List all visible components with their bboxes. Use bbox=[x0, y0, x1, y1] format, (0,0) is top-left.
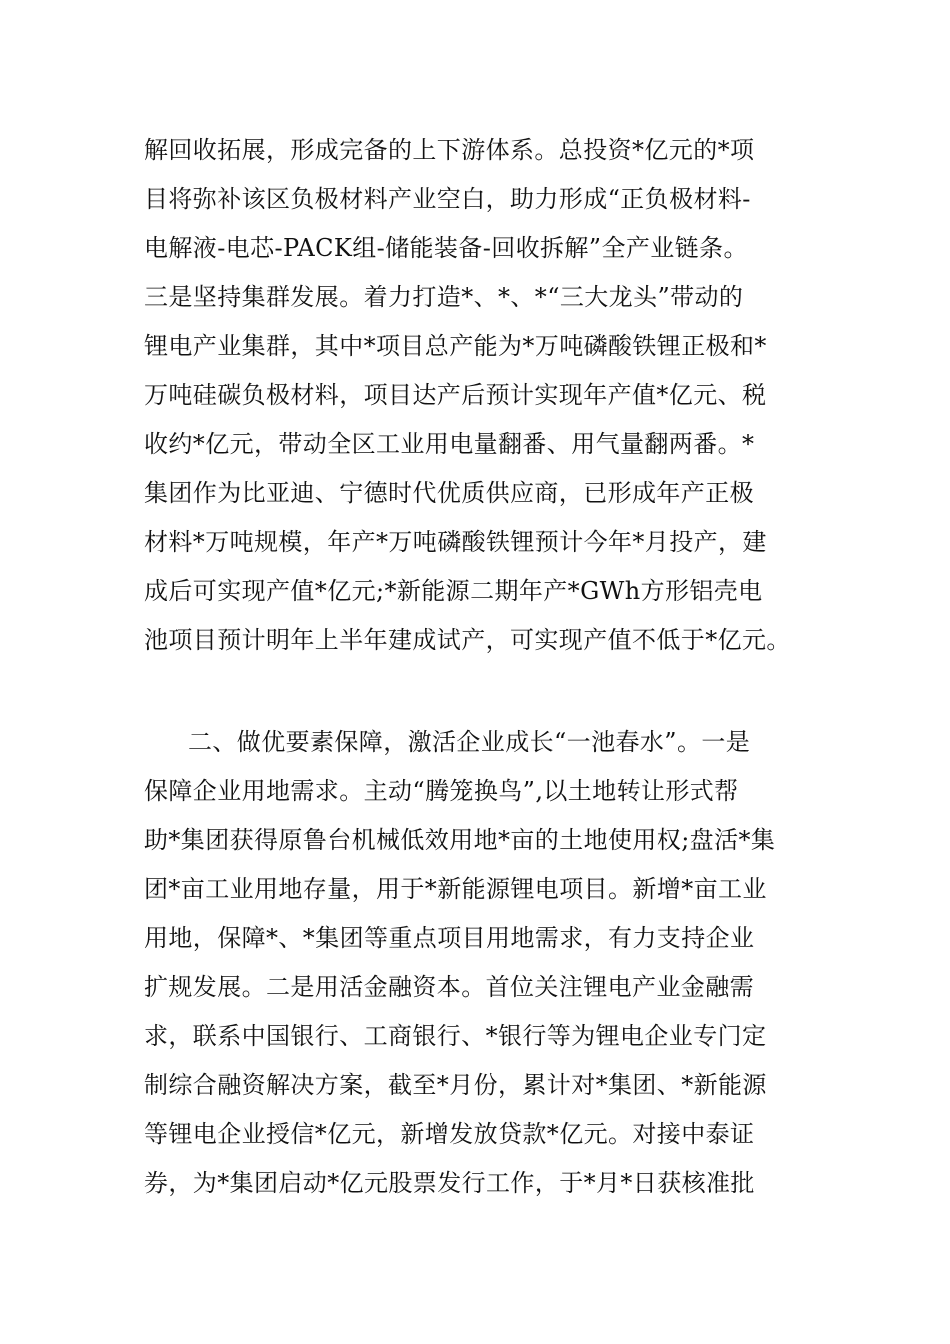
paragraph-line: 扩规发展。二是用活金融资本。首位关注锂电产业金融需 bbox=[144, 973, 754, 1001]
paragraph-line: 求，联系中国银行、工商银行、*银行等为锂电企业专门定 bbox=[144, 1022, 767, 1050]
paragraph-line: 成后可实现产值*亿元;*新能源二期年产*GWh方形铝壳电 bbox=[144, 577, 763, 605]
paragraph-line: 目将弥补该区负极材料产业空白，助力形成“正负极材料- bbox=[144, 185, 751, 213]
paragraph-line: 万吨硅碳负极材料，项目达产后预计实现年产值*亿元、税 bbox=[144, 381, 767, 409]
paragraph-line: 三是坚持集群发展。着力打造*、*、*“三大龙头”带动的 bbox=[144, 283, 744, 311]
paragraph-line: 助*集团获得原鲁台机械低效用地*亩的土地使用权;盘活*集 bbox=[144, 826, 776, 854]
paragraph-line: 制综合融资解决方案，截至*月份，累计对*集团、*新能源 bbox=[144, 1071, 767, 1099]
paragraph-line: 团*亩工业用地存量，用于*新能源锂电项目。新增*亩工业 bbox=[144, 875, 767, 903]
paragraph-line: 券，为*集团启动*亿元股票发行工作，于*月*日获核准批 bbox=[144, 1169, 755, 1197]
paragraph-line-first: 二、做优要素保障，激活企业成长“一池春水”。一是 bbox=[188, 728, 751, 756]
paragraph-line: 集团作为比亚迪、宁德时代优质供应商，已形成年产正极 bbox=[144, 479, 754, 507]
paragraph-line: 电解液-电芯-PACK组-储能装备-回收拆解”全产业链条。 bbox=[144, 234, 748, 262]
paragraph-line: 池项目预计明年上半年建成试产，可实现产值不低于*亿元。 bbox=[144, 626, 791, 654]
paragraph-line: 保障企业用地需求。主动“腾笼换鸟”,以土地转让形式帮 bbox=[144, 777, 739, 805]
paragraph-line: 等锂电企业授信*亿元，新增发放贷款*亿元。对接中泰证 bbox=[144, 1120, 755, 1148]
paragraph-line: 用地，保障*、*集团等重点项目用地需求，有力支持企业 bbox=[144, 924, 755, 952]
paragraph-line: 材料*万吨规模，年产*万吨磷酸铁锂预计今年*月投产，建 bbox=[144, 528, 767, 556]
paragraph-line: 锂电产业集群，其中*项目总产能为*万吨磷酸铁锂正极和* bbox=[144, 332, 767, 360]
paragraph-line: 解回收拓展，形成完备的上下游体系。总投资*亿元的*项 bbox=[144, 136, 755, 164]
paragraph-line: 收约*亿元，带动全区工业用电量翻番、用气量翻两番。* bbox=[144, 430, 755, 458]
